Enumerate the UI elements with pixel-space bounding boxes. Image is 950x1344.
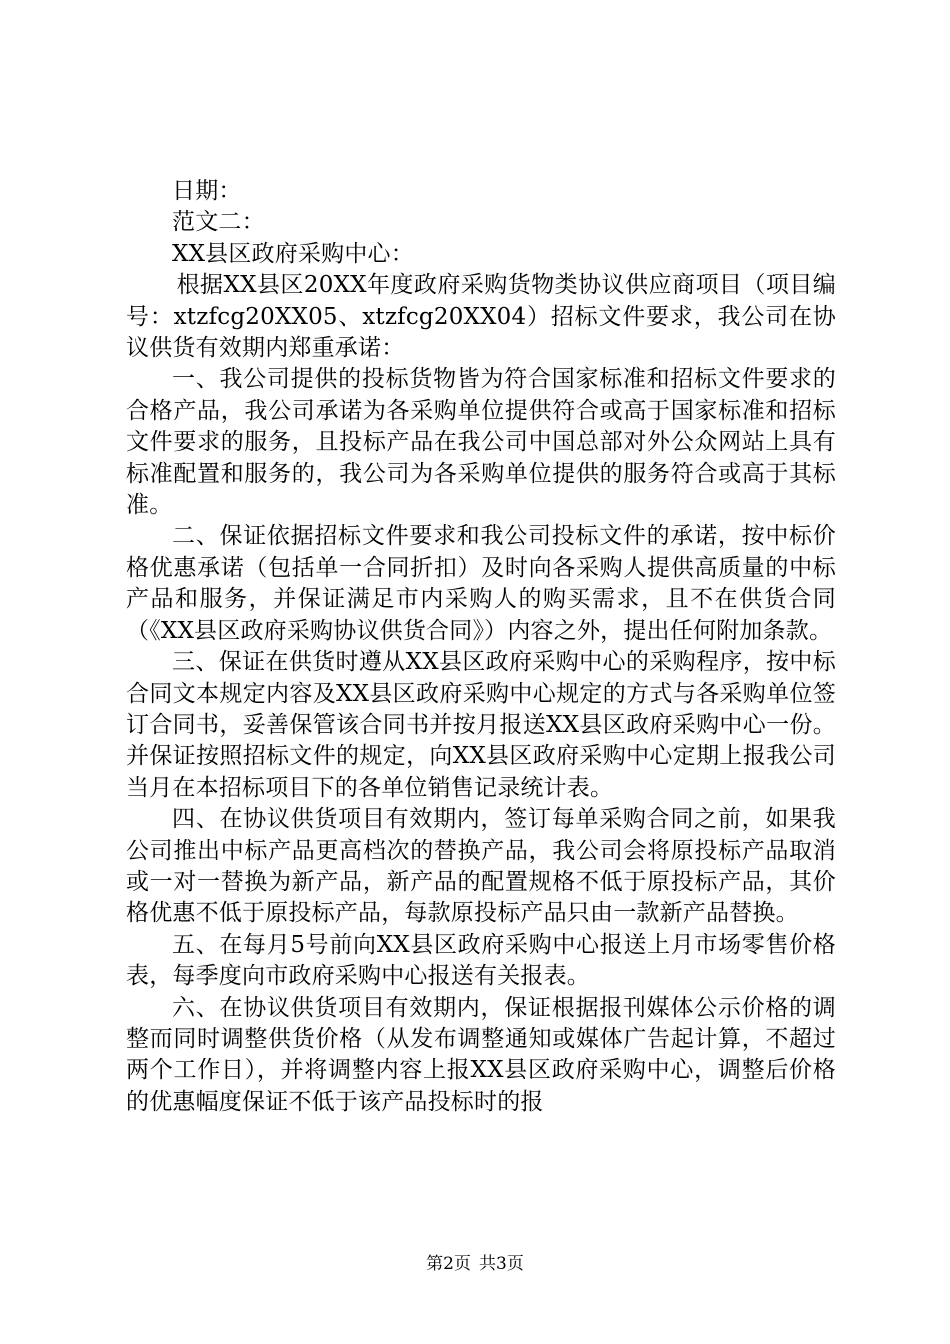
commitment-paragraph-4: 四、在协议供货项目有效期内，签订每单采购合同之前，如果我公司推出中标产品更高档次的替换产品，我公司会将原投标产品取消或一对一替换为新产品，新产品的配置规格不低于原投标产品，其价格优惠不低于原投标产品，每款原投标产品只由一款新产品替换。	[126, 806, 836, 927]
sample-heading: 范文二：	[172, 209, 265, 236]
commitment-paragraph-3: 三、保证在供货时遵从XX县区政府采购中心的采购程序，按中标合同文本规定内容及XX县区政府采购中心规定的方式与各采购单位签订合同书，妥善保管该合同书并按月报送XX县区政府采购中心一份。并保证按照招标文件的规定，向XX县区政府采购中心定期上报我公司当月在本招标项目下的各单位销售记录统计表。	[126, 649, 836, 801]
date-line: 日期：	[172, 178, 242, 204]
intro-paragraph: 根据XX县区20XX年度政府采购货物类协议供应商项目（项目编号：xtzfcg20XX05、xtzfcg20XX04）招标文件要求，我公司在协议供货有效期内郑重承诺：	[126, 272, 836, 362]
commitment-paragraph-6: 六、在协议供货项目有效期内，保证根据报刊媒体公示价格的调整而同时调整供货价格（从发布调整通知或媒体广告起计算，不超过两个工作日），并将调整内容上报XX县区政府采购中心，调整后价格的优惠幅度保证不低于该产品投标时的报	[126, 994, 836, 1115]
commitment-paragraph-5: 五、在每月5号前向XX县区政府采购中心报送上月市场零售价格表，每季度向市政府采购中心报送有关报表。	[126, 931, 836, 990]
commitment-paragraph-1: 一、我公司提供的投标货物皆为符合国家标准和招标文件要求的合格产品，我公司承诺为各采购单位提供符合或高于国家标准和招标文件要求的服务，且投标产品在我公司中国总部对外公众网站上具有标准配置和服务的，我公司为各采购单位提供的服务符合或高于其标准。	[126, 366, 836, 519]
page-footer	[0, 1253, 950, 1275]
commitment-paragraph-2: 二、保证依据招标文件要求和我公司投标文件的承诺，按中标价格优惠承诺（包括单一合同折扣）及时向各采购人提供高质量的中标产品和服务，并保证满足市内采购人的购买需求，且不在供货合同（《XX县区政府采购协议供货合同》）内容之外，提出任何附加条款。	[126, 523, 836, 644]
page-total: 共3页	[479, 1254, 524, 1274]
document-body	[126, 176, 836, 1118]
page-number: 第2页	[426, 1254, 471, 1274]
addressee-line: XX县区政府采购中心：	[172, 240, 414, 267]
